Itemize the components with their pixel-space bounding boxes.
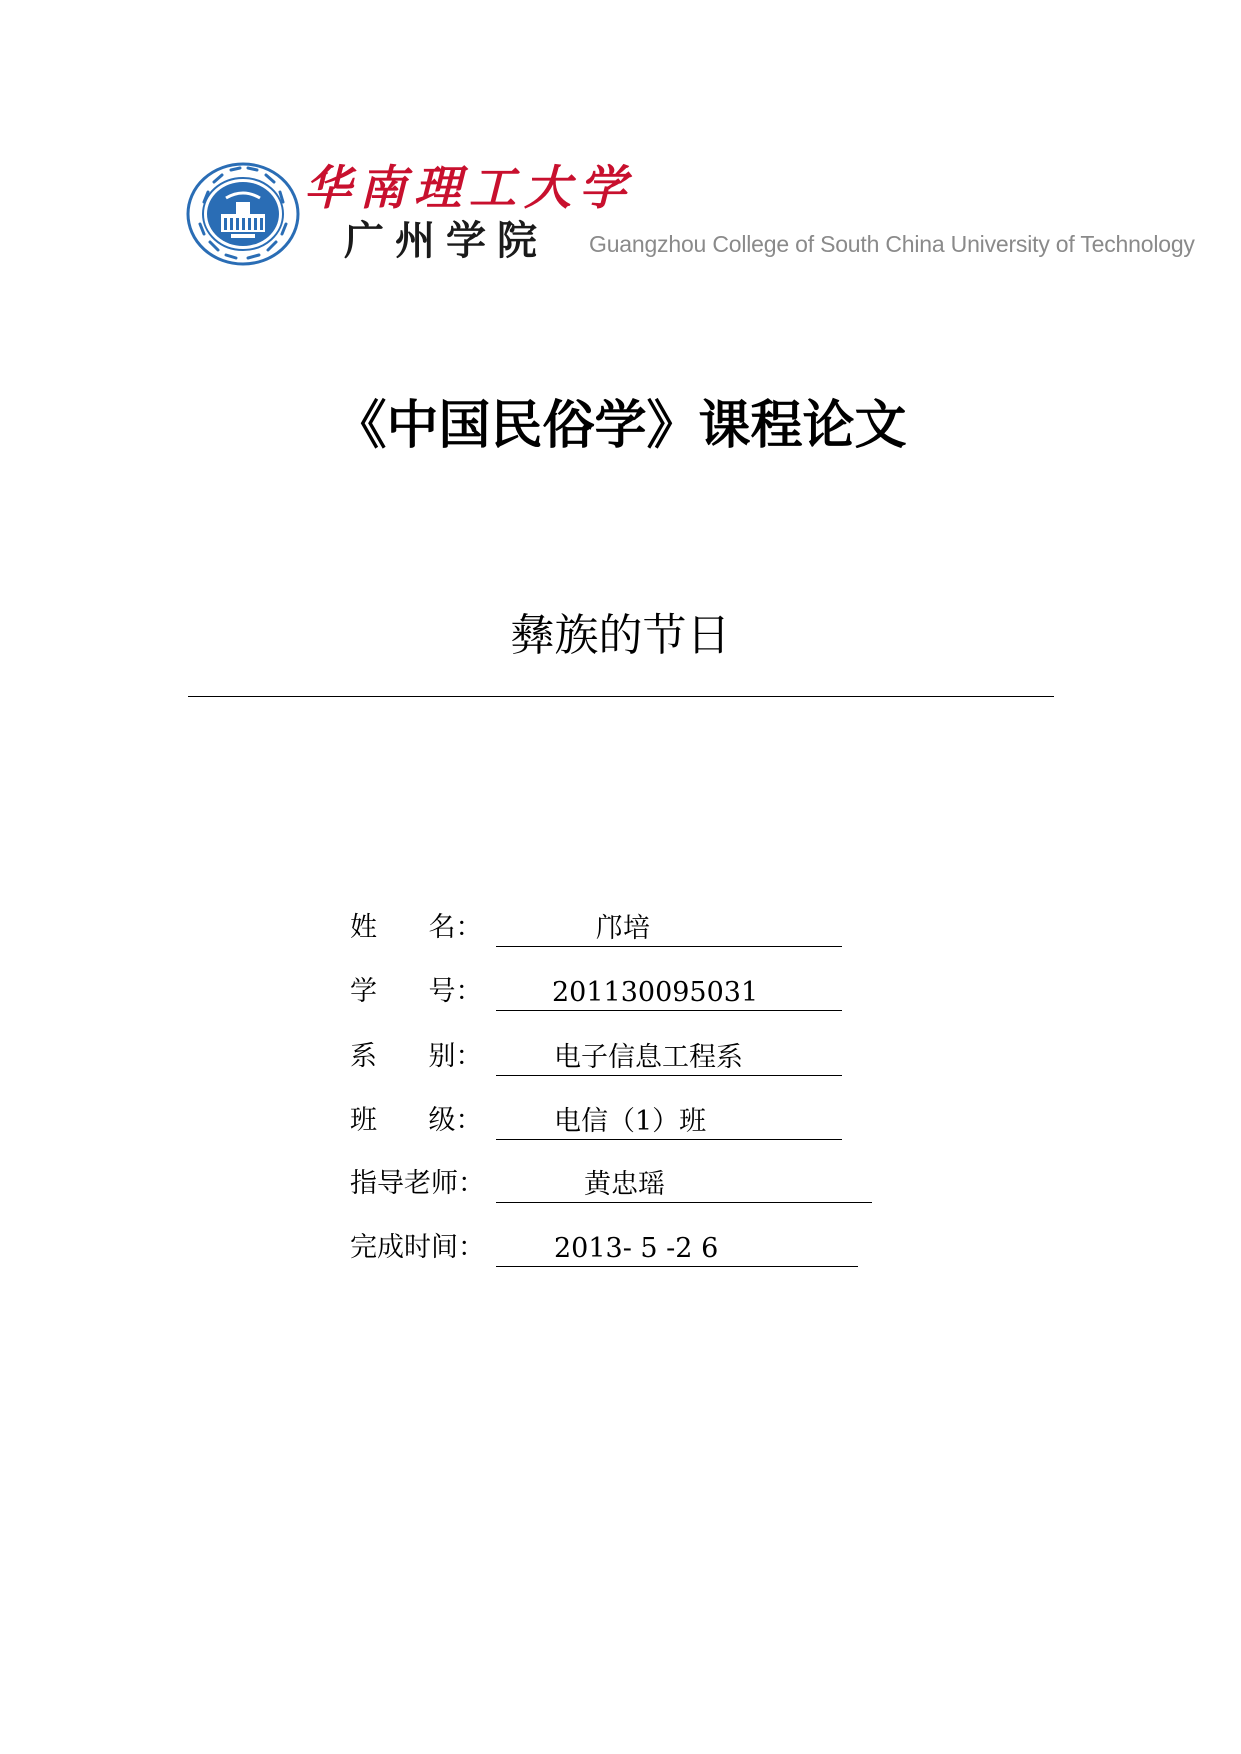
college-logo-chinese: 广州学院 — [344, 218, 548, 264]
class-value: 电信（1）班 — [554, 1106, 707, 1137]
title-divider — [188, 696, 1054, 697]
student-id-value: 201130095031 — [552, 977, 759, 1008]
paper-title: 彝族的节日 — [510, 610, 731, 661]
department-label: 系 别： — [350, 1041, 483, 1072]
advisor-value: 黄忠瑶 — [584, 1169, 665, 1200]
name-value: 邝培 — [596, 913, 650, 944]
university-logo-chinese: 华南理工大学 — [304, 161, 634, 216]
name-label: 姓 名： — [350, 912, 483, 943]
department-field — [496, 1035, 842, 1076]
date-field — [496, 1226, 858, 1267]
class-field — [496, 1099, 842, 1140]
name-field — [496, 906, 842, 947]
student-id-label: 学 号： — [350, 976, 483, 1007]
university-emblem-icon — [186, 162, 300, 266]
course-title: 《中国民俗学》课程论文 — [334, 396, 907, 456]
advisor-field — [496, 1162, 872, 1203]
college-name-english: Guangzhou College of South China University of Technology — [589, 231, 1195, 257]
date-label: 完成时间： — [350, 1232, 485, 1263]
date-value: 2013- 5 -2 6 — [554, 1233, 719, 1264]
department-value: 电子信息工程系 — [554, 1042, 743, 1073]
student-id-field — [496, 970, 842, 1011]
class-label: 班 级： — [350, 1105, 483, 1136]
advisor-label: 指导老师： — [350, 1168, 485, 1199]
